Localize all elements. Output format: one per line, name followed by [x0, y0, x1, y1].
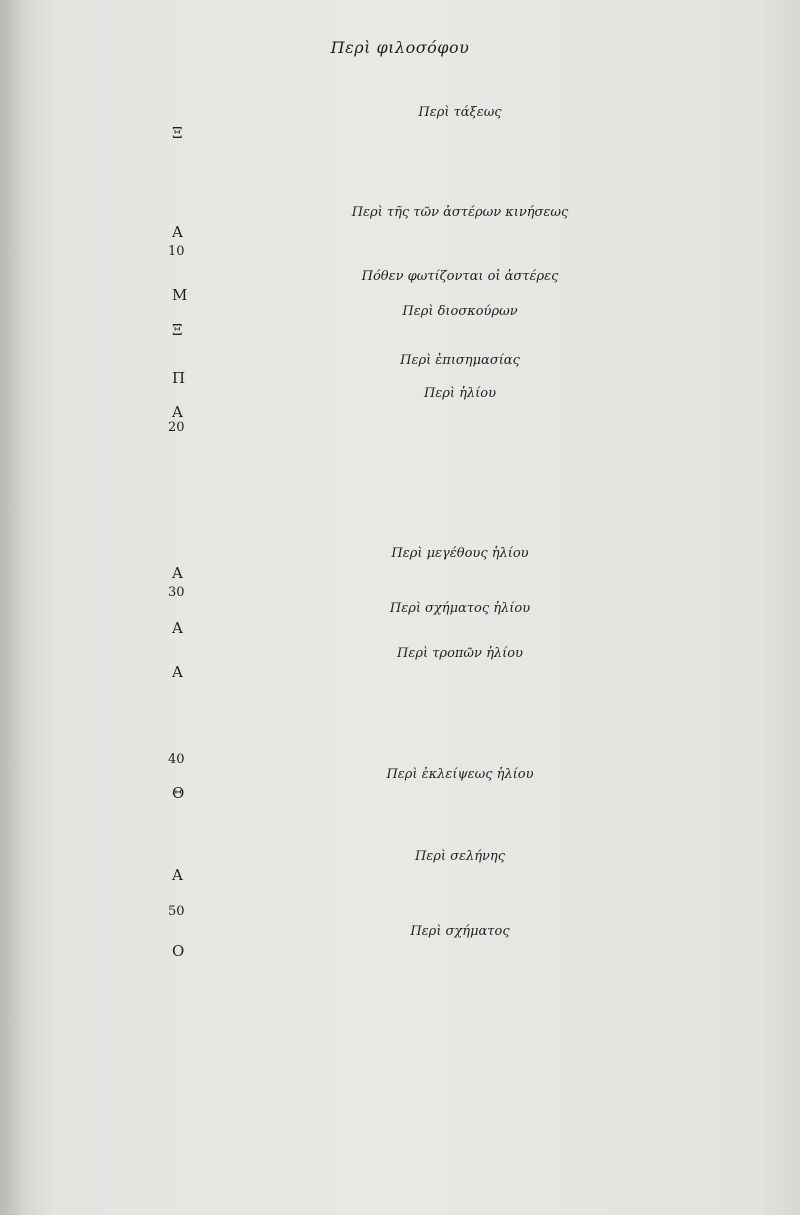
text-line [190, 618, 775, 638]
section-heading: Περὶ σχήματος [410, 924, 510, 939]
text-line [190, 420, 775, 440]
margin-initial: Ξ [172, 321, 183, 339]
text-line [190, 402, 775, 422]
section-heading: Περὶ ἐπισημασίας [400, 353, 520, 368]
margin-initial: Π [172, 369, 186, 387]
text-line [190, 368, 775, 388]
gutter-shadow [0, 0, 26, 1215]
text-line [190, 883, 775, 903]
text-line [190, 919, 775, 939]
section-heading: Περὶ μεγέθους ἡλίου [391, 546, 529, 561]
text-line [190, 88, 775, 108]
text-line [190, 581, 775, 601]
text-line [190, 510, 775, 530]
line-number: 40 [168, 752, 185, 767]
line-number: 50 [168, 904, 185, 919]
text-line [190, 819, 775, 839]
text-line [190, 456, 775, 476]
text-line [190, 492, 775, 512]
text-line [190, 698, 775, 718]
line-number: 30 [168, 585, 185, 600]
text-line [190, 258, 775, 278]
text-line [190, 941, 775, 961]
text-line [190, 995, 775, 1015]
text-line [190, 865, 775, 885]
text-line [190, 901, 775, 921]
margin-initial: Α [172, 663, 183, 681]
text-line [190, 636, 775, 656]
section-heading: Περὶ σχήματος ἡλίου [389, 601, 531, 616]
text-line [190, 959, 775, 979]
text-line [190, 680, 775, 700]
text-line [190, 159, 775, 179]
text-line [190, 977, 775, 997]
text-line [190, 474, 775, 494]
text-line [190, 783, 775, 803]
text-line [190, 1013, 775, 1033]
margin-initial: Α [172, 223, 183, 241]
text-line [190, 837, 775, 857]
line-number: 10 [168, 244, 185, 259]
text-line [190, 528, 775, 548]
margin-initial: Ο [172, 942, 185, 960]
text-line [190, 752, 775, 772]
margin-initial: Α [172, 403, 183, 421]
section-heading: Περὶ τάξεως [418, 105, 502, 120]
text-line [190, 438, 775, 458]
text-line [190, 801, 775, 821]
margin-initial: Α [172, 564, 183, 582]
text-line [190, 141, 775, 161]
text-line [190, 285, 775, 305]
text-line [190, 222, 775, 242]
section-heading: Περὶ ἐκλείψεως ἡλίου [386, 767, 534, 782]
text-line [190, 734, 775, 754]
section-heading: Περὶ τῆς τῶν ἀστέρων κινήσεως [351, 205, 569, 220]
text-line [190, 123, 775, 143]
margin-initial: Α [172, 866, 183, 884]
text-line [190, 563, 775, 583]
margin-initial: Μ [172, 286, 188, 304]
text-line [190, 320, 775, 340]
section-heading: Περὶ τροπῶν ἡλίου [397, 646, 523, 661]
text-line [190, 240, 775, 260]
text-line [190, 177, 775, 197]
section-heading: Περὶ διοσκούρων [402, 304, 518, 319]
margin-initial: Θ [172, 784, 185, 802]
text-line [190, 716, 775, 736]
margin-initial: Ξ [172, 124, 183, 142]
text-line [190, 338, 775, 358]
section-heading: Περὶ ἡλίου [423, 386, 497, 401]
section-heading: Περὶ σελήνης [414, 849, 506, 864]
running-head: Περὶ φιλοσόφου [330, 38, 470, 57]
section-heading: Πόθεν φωτίζονται οἱ ἀστέρες [361, 269, 559, 284]
line-number: 20 [168, 420, 185, 435]
text-line [190, 662, 775, 682]
margin-initial: Α [172, 619, 183, 637]
